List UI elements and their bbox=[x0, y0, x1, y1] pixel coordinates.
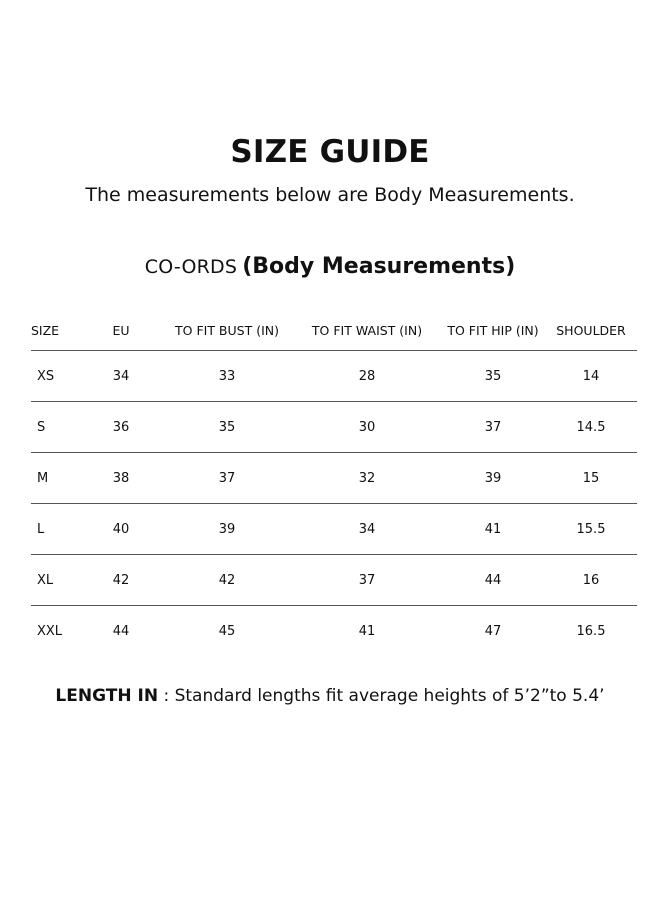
footnote-label: LENGTH IN bbox=[55, 686, 159, 706]
cell-eu: 42 bbox=[81, 555, 161, 606]
cell-hip: 44 bbox=[441, 555, 545, 606]
cell-size: S bbox=[31, 402, 81, 453]
section-heading-prefix: CO-ORDS bbox=[144, 256, 238, 278]
cell-size: XXL bbox=[37, 623, 63, 639]
page-title: SIZE GUIDE bbox=[230, 134, 430, 170]
cell-waist: 30 bbox=[293, 402, 441, 453]
table-row bbox=[31, 453, 637, 504]
section-heading bbox=[0, 252, 660, 283]
cell-shoulder: 14.5 bbox=[545, 402, 637, 453]
cell-bust: 39 bbox=[161, 504, 293, 555]
cell-eu: 44 bbox=[112, 623, 130, 639]
column-header-waist: TO FIT WAIST (IN) bbox=[293, 310, 441, 351]
cell-shoulder: 14 bbox=[545, 351, 637, 402]
table-header-row bbox=[31, 310, 637, 351]
cell-waist: 37 bbox=[293, 555, 441, 606]
cell-shoulder: 15.5 bbox=[545, 504, 637, 555]
cell-shoulder: 16 bbox=[545, 555, 637, 606]
cell-shoulder: 16.5 bbox=[576, 623, 606, 639]
table-row bbox=[31, 402, 637, 453]
cell-bust: 35 bbox=[161, 402, 293, 453]
table-row bbox=[31, 504, 637, 555]
size-table bbox=[31, 310, 637, 656]
cell-bust: 33 bbox=[161, 351, 293, 402]
cell-bust: 45 bbox=[218, 623, 236, 639]
cell-bust: 37 bbox=[161, 453, 293, 504]
column-header-bust: TO FIT BUST (IN) bbox=[161, 310, 293, 351]
column-header-shoulder: SHOULDER bbox=[545, 310, 637, 351]
table-row bbox=[31, 606, 637, 657]
cell-size: XS bbox=[31, 351, 81, 402]
footnote-separator: : bbox=[158, 686, 175, 706]
column-header-size: SIZE bbox=[31, 310, 81, 351]
page-subtitle: The measurements below are Body Measurements. bbox=[85, 184, 575, 206]
cell-hip: 37 bbox=[441, 402, 545, 453]
cell-hip: 47 bbox=[484, 623, 502, 639]
column-header-eu: EU bbox=[81, 310, 161, 351]
table-row bbox=[31, 351, 637, 402]
section-heading-suffix: (Body Measurements) bbox=[242, 254, 516, 279]
cell-bust: 42 bbox=[161, 555, 293, 606]
cell-eu: 40 bbox=[81, 504, 161, 555]
column-header-hip: TO FIT HIP (IN) bbox=[441, 310, 545, 351]
footnote-text: Standard lengths fit average heights of 5’2”to 5.4’ bbox=[174, 686, 605, 706]
cell-waist: 34 bbox=[293, 504, 441, 555]
length-footnote bbox=[0, 684, 660, 708]
cell-waist: 32 bbox=[293, 453, 441, 504]
cell-eu: 38 bbox=[81, 453, 161, 504]
cell-size: M bbox=[31, 453, 81, 504]
cell-eu: 34 bbox=[81, 351, 161, 402]
cell-size: L bbox=[31, 504, 81, 555]
cell-hip: 35 bbox=[441, 351, 545, 402]
cell-waist: 41 bbox=[358, 623, 376, 639]
cell-shoulder: 15 bbox=[545, 453, 637, 504]
cell-eu: 36 bbox=[81, 402, 161, 453]
cell-waist: 28 bbox=[293, 351, 441, 402]
cell-hip: 39 bbox=[441, 453, 545, 504]
table-row bbox=[31, 555, 637, 606]
cell-size: XL bbox=[31, 555, 81, 606]
cell-hip: 41 bbox=[441, 504, 545, 555]
